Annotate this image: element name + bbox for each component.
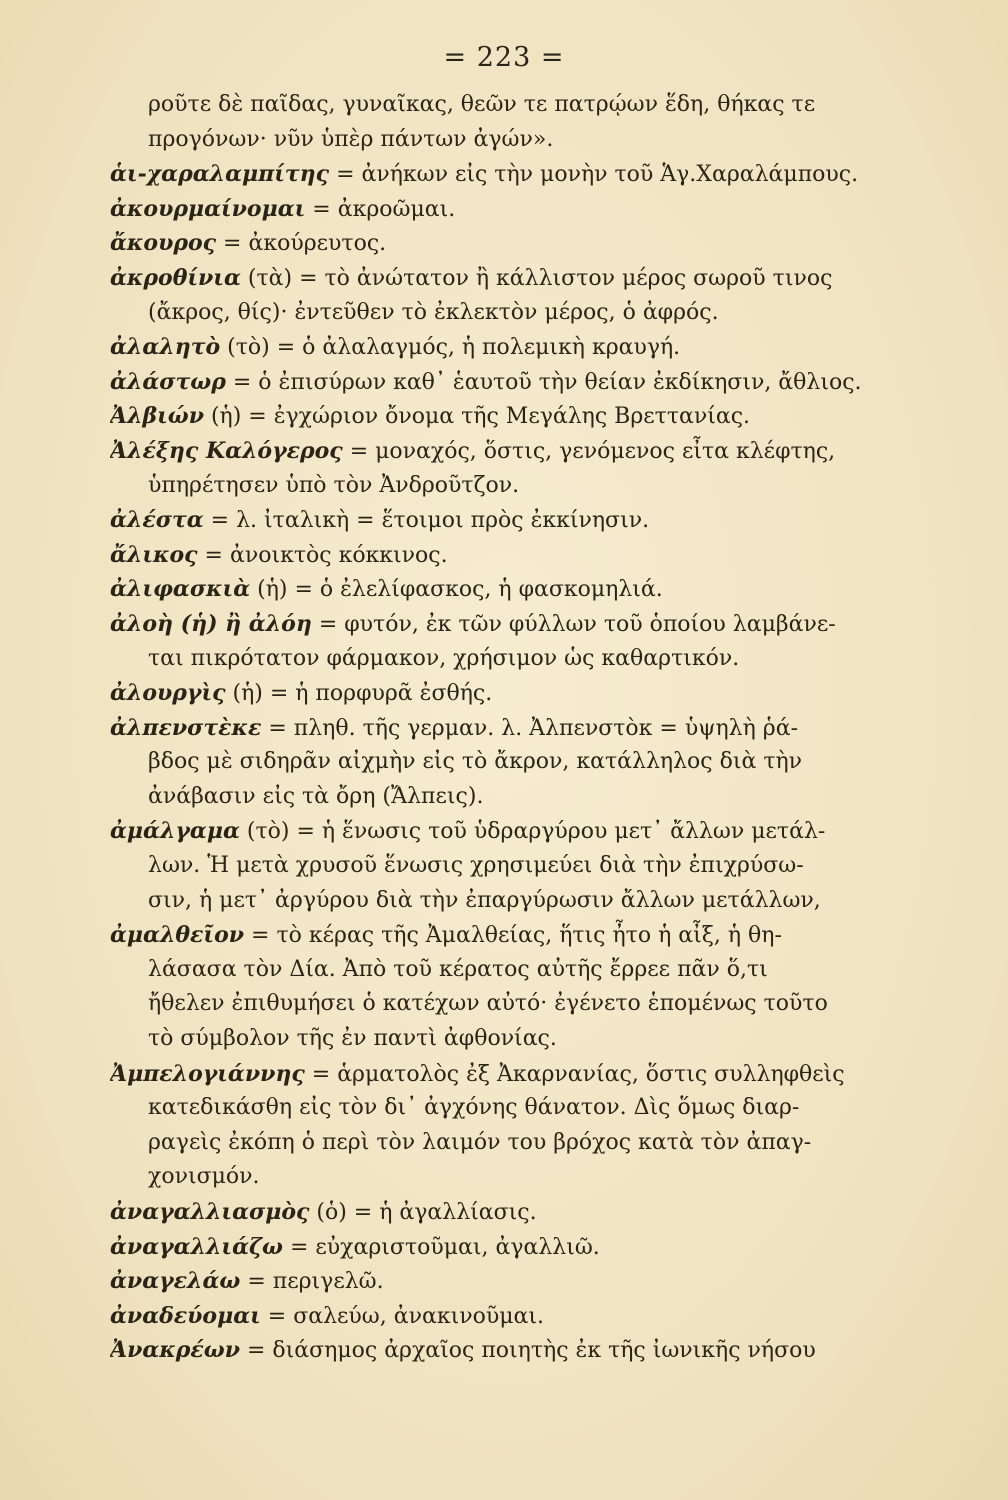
entry-headword: ἄκουρος bbox=[110, 230, 217, 257]
entry-headword: ἀκροθίνια bbox=[110, 264, 241, 291]
entry-definition: ροῦτε δὲ παῖδας, γυναῖκας, θεῶν τε πατρῴων ἕδη, θήκας τε bbox=[148, 92, 816, 117]
entry-definition: (τὸ) = ἡ ἕνωσις τοῦ ὑδραργύρου μετ᾿ ἄλλων μετάλ- bbox=[239, 819, 826, 845]
entry-headword: ἀναγαλλιασμὸς bbox=[110, 1199, 310, 1225]
continuation-line bbox=[110, 1160, 900, 1195]
entry-headword: Ἀνακρέων bbox=[110, 1337, 240, 1364]
entry-headword: ἀλαλητὸ bbox=[110, 334, 221, 361]
entry-definition: (ἄκρος, θίς)· ἐντεῦθεν τὸ ἐκλεκτὸν μέρος, ὁ ἀφρός. bbox=[148, 299, 719, 325]
entry-definition: ἤθελεν ἐπιθυμήσει ὁ κατέχων αὐτό· ἐγένετο ἑπομένως τοῦτο bbox=[148, 991, 828, 1017]
entry-definition: = πληθ. τῆς γερμαν. λ. Ἀλπενστὸκ = ὑψηλὴ ῥά- bbox=[261, 715, 798, 741]
continuation-line bbox=[110, 469, 900, 504]
entry-line bbox=[110, 1230, 900, 1265]
entry-definition: = ἀκροῶμαι. bbox=[305, 196, 456, 222]
entry-definition: λων. Ἡ μετὰ χρυσοῦ ἕνωσις χρησιμεύει διὰ τὴν ἐπιχρύσω- bbox=[148, 853, 804, 879]
entry-headword: ἀλέστα bbox=[110, 507, 204, 534]
entry-definition: (τὸ) = ὁ ἀλαλαγμός, ἡ πολεμικὴ κραυγή. bbox=[220, 335, 681, 361]
entry-headword: ἀλιφασκιὰ bbox=[110, 576, 251, 603]
entry-definition: (ἡ) = ὁ ἐλελίφασκος, ἡ φασκομηλιά. bbox=[250, 577, 663, 603]
continuation-line bbox=[110, 1126, 900, 1161]
entry-definition: = ἀνοικτὸς κόκκινος. bbox=[197, 542, 448, 568]
entry-line bbox=[110, 1333, 900, 1368]
entry-definition: = ἀνήκων εἰς τὴν μονὴν τοῦ Ἁγ.Χαραλάμπους. bbox=[329, 162, 859, 188]
entry-line bbox=[110, 399, 900, 434]
entry-definition: = ὁ ἐπισύρων καθ᾿ ἑαυτοῦ τὴν θείαν ἐκδίκησιν, ἄθλιος. bbox=[225, 369, 862, 395]
continuation-line bbox=[110, 642, 900, 677]
entry-definition: (ἡ) = ἡ πορφυρᾶ ἐσθής. bbox=[225, 681, 493, 707]
entry-definition: τὸ σύμβολον τῆς ἐν παντὶ ἀφθονίας. bbox=[148, 1026, 557, 1052]
entry-line bbox=[110, 814, 900, 849]
entry-line bbox=[110, 607, 900, 642]
continuation-line bbox=[110, 123, 900, 158]
entry-line bbox=[110, 918, 900, 953]
entry-definition: = μοναχός, ὅστις, γενόμενος εἶτα κλέφτης, bbox=[342, 438, 836, 464]
entry-headword: ἀκουρμαίνομαι bbox=[110, 195, 306, 222]
entry-headword: ἀμαλθεῖον bbox=[110, 922, 245, 949]
entry-definition: λάσασα τὸν Δία. Ἀπὸ τοῦ κέρατος αὐτῆς ἔρρεε πᾶν ὅ,τι bbox=[148, 956, 768, 982]
entry-definition: = τὸ κέρας τῆς Ἀμαλθείας, ἥτις ἦτο ἡ αἶξ, ἡ θη- bbox=[244, 923, 782, 949]
page-number: = 223 = bbox=[443, 42, 565, 73]
entry-definition: ἀνάβασιν εἰς τὰ ὄρη (Ἄλπεις). bbox=[148, 783, 484, 809]
continuation-line bbox=[110, 953, 900, 988]
entry-headword: ἀλάστωρ bbox=[110, 368, 226, 395]
continuation-line bbox=[110, 1091, 900, 1126]
continuation-line bbox=[110, 987, 900, 1022]
entry-line bbox=[110, 1264, 900, 1299]
entry-line bbox=[110, 330, 900, 365]
entry-line bbox=[110, 503, 900, 538]
continuation-line bbox=[110, 780, 900, 815]
entry-definition: = λ. ἰταλικὴ = ἕτοιμοι πρὸς ἐκκίνησιν. bbox=[203, 508, 650, 534]
entry-definition: βδος μὲ σιδηρᾶν αἰχμὴν εἰς τὸ ἄκρον, κατάλληλος διὰ τὴν bbox=[148, 749, 803, 775]
entry-headword: ἄλικος bbox=[110, 541, 198, 568]
continuation-line bbox=[110, 1022, 900, 1057]
continuation-line bbox=[110, 296, 900, 331]
continuation-line bbox=[110, 745, 900, 780]
entry-headword: Ἀμπελογιάννης bbox=[110, 1060, 305, 1087]
entry-headword: ἁι-χαραλαμπίτης bbox=[110, 161, 330, 188]
entry-headword: ἀλοὴ (ἡ) ἢ ἀλόη bbox=[110, 610, 312, 637]
entry-definition: (τὰ) = τὸ ἀνώτατον ἢ κάλλιστον μέρος σωροῦ τινος bbox=[240, 265, 833, 291]
entry-definition: = σαλεύω, ἀνακινοῦμαι. bbox=[260, 1303, 544, 1329]
continuation-line bbox=[110, 849, 900, 884]
entry-line bbox=[110, 1195, 900, 1230]
entry-line bbox=[110, 1057, 900, 1092]
entry-definition: κατεδικάσθη εἰς τὸν δι᾿ ἀγχόνης θάνατον. Δὶς ὅμως διαρ- bbox=[148, 1095, 800, 1121]
entry-definition: προγόνων· νῦν ὑπὲρ πάντων ἀγών». bbox=[148, 126, 554, 152]
entry-line bbox=[110, 538, 900, 573]
entry-line bbox=[110, 261, 900, 296]
continuation-line bbox=[110, 88, 900, 123]
entry-line bbox=[110, 365, 900, 400]
entry-line bbox=[110, 676, 900, 711]
entry-headword: ἀναγαλλιάζω bbox=[110, 1233, 283, 1260]
entry-headword: ἀλουργὶς bbox=[110, 680, 226, 707]
dictionary-text bbox=[110, 88, 900, 1368]
entry-headword: Ἀλέξης Καλόγερος bbox=[110, 437, 343, 464]
entry-definition: (ἡ) = ἐγχώριον ὄνομα τῆς Μεγάλης Βρεττανίας. bbox=[203, 404, 751, 430]
entry-line bbox=[110, 157, 900, 192]
entry-definition: ὑπηρέτησεν ὑπὸ τὸν Ἀνδροῦτζον. bbox=[148, 472, 520, 498]
entry-line bbox=[110, 711, 900, 746]
entry-headword: Ἀλβιών bbox=[110, 403, 204, 430]
entry-headword: ἀμάλγαμα bbox=[110, 818, 240, 845]
entry-definition: ται πικρότατον φάρμακον, χρήσιμον ὡς καθαρτικόν. bbox=[148, 645, 740, 671]
entry-definition: = περιγελῶ. bbox=[240, 1269, 384, 1295]
entry-line bbox=[110, 434, 900, 469]
entry-definition: χονισμόν. bbox=[148, 1164, 260, 1190]
entry-headword: ἀναδεύομαι bbox=[110, 1302, 261, 1329]
entry-definition: (ὁ) = ἡ ἀγαλλίασις. bbox=[309, 1200, 537, 1225]
entry-headword: ἀλπενστὲκε bbox=[110, 714, 262, 741]
entry-line bbox=[110, 1299, 900, 1334]
entry-definition: = διάσημος ἀρχαῖος ποιητὴς ἐκ τῆς ἰωνικῆς νήσου bbox=[239, 1338, 816, 1364]
entry-definition: = φυτόν, ἐκ τῶν φύλλων τοῦ ὁποίου λαμβάνε- bbox=[311, 611, 836, 637]
entry-headword: ἀναγελάω bbox=[110, 1268, 241, 1295]
entry-line bbox=[110, 572, 900, 607]
entry-line bbox=[110, 192, 900, 227]
entry-definition: = εὐχαριστοῦμαι, ἀγαλλιῶ. bbox=[282, 1234, 600, 1260]
continuation-line bbox=[110, 884, 900, 919]
entry-line bbox=[110, 226, 900, 261]
entry-definition: σιν, ἡ μετ᾿ ἀργύρου διὰ τὴν ἐπαργύρωσιν ἄλλων μετάλλων, bbox=[148, 887, 821, 913]
entry-definition: = ἁρματολὸς ἐξ Ἀκαρνανίας, ὅστις συλληφθεὶς bbox=[304, 1061, 845, 1087]
entry-definition: ραγεὶς ἐκόπη ὁ περὶ τὸν λαιμόν του βρόχος κατὰ τὸν ἀπαγ- bbox=[148, 1129, 812, 1155]
entry-definition: = ἀκούρευτος. bbox=[216, 231, 387, 257]
